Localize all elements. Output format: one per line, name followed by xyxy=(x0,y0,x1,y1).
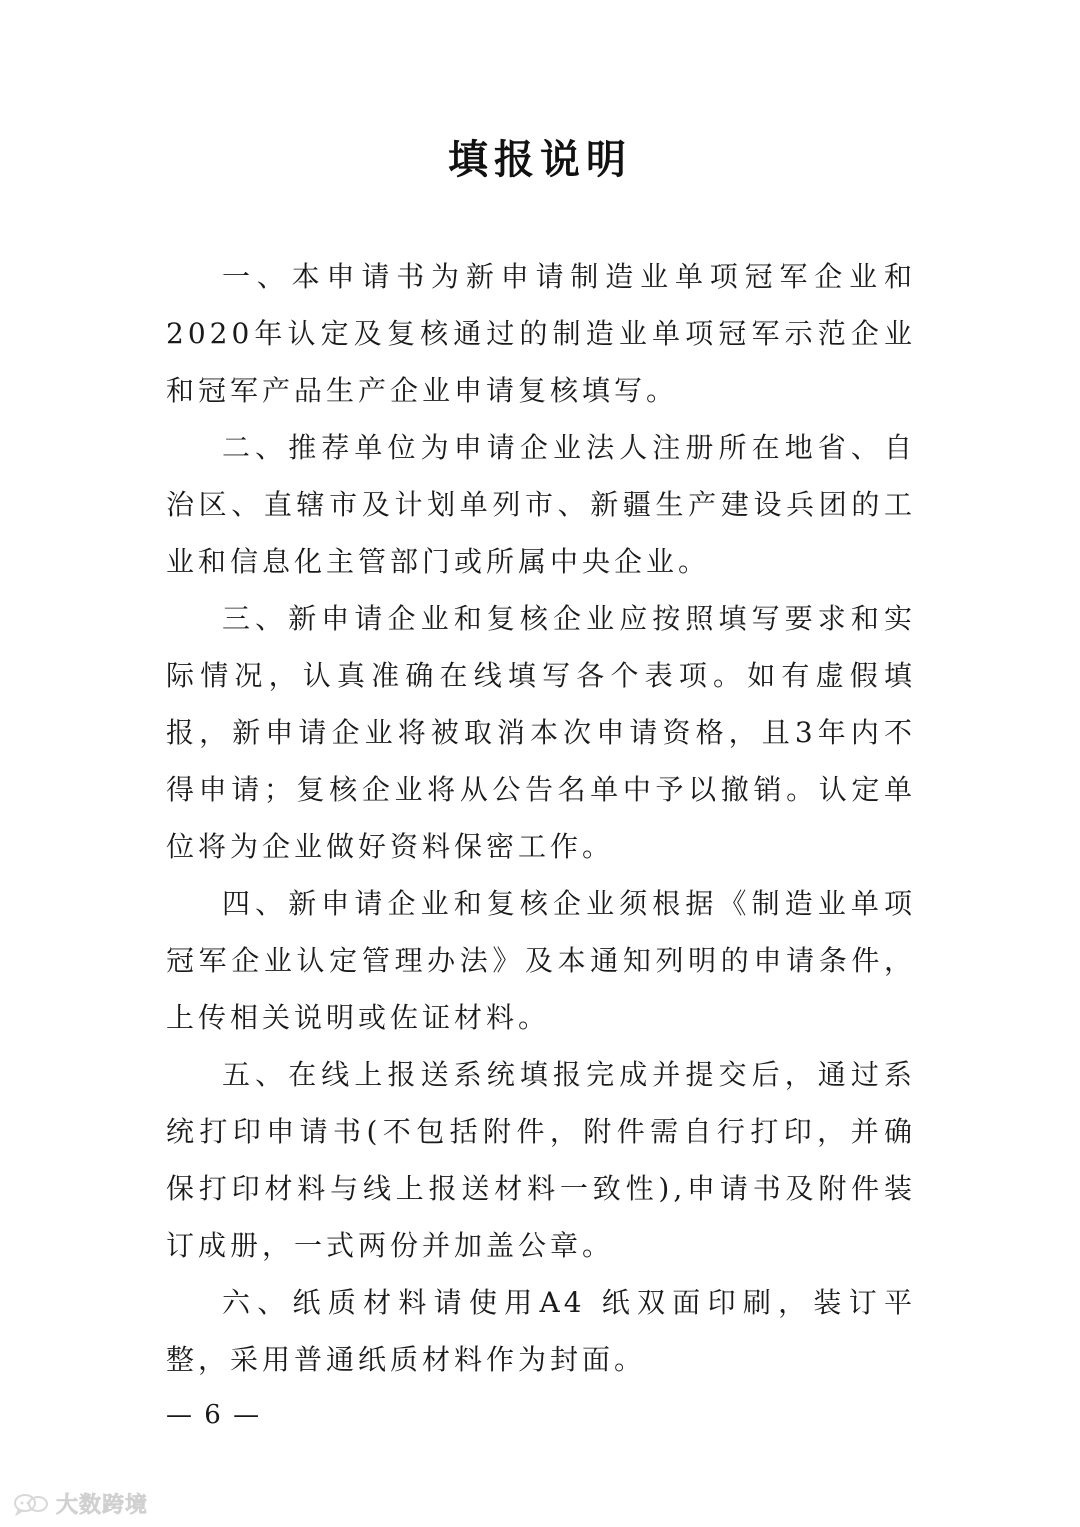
watermark-text: 大数跨境 xyxy=(56,1493,149,1518)
instruction-paragraph-3: 三、新申请企业和复核企业应按照填写要求和实际情况，认真准确在线填写各个表项。如有虚假填报，新申请企业将被取消本次申请资格，且3年内不得申请；复核企业将从公告名单中予以撤销。认定单位将为企业做好资料保密工作。 xyxy=(166,602,916,863)
instruction-paragraph-5: 五、在线上报送系统填报完成并提交后，通过系统打印申请书(不包括附件，附件需自行打印，并确保打印材料与线上报送材料一致性),申请书及附件装订成册，一式两份并加盖公章。 xyxy=(166,1058,916,1262)
page-number: — 6 — xyxy=(166,1400,262,1430)
instruction-paragraph-4: 四、新申请企业和复核企业须根据《制造业单项冠军企业认定管理办法》及本通知列明的申请条件，上传相关说明或佐证材料。 xyxy=(166,887,916,1034)
instruction-paragraph-6: 六、纸质材料请使用A4 纸双面印刷，装订平整，采用普通纸质材料作为封面。 xyxy=(166,1286,916,1376)
instruction-paragraph-1: 一、本申请书为新申请制造业单项冠军企业和2020年认定及复核通过的制造业单项冠军示范企业和冠军产品生产企业申请复核填写。 xyxy=(166,260,916,407)
watermark xyxy=(12,1488,148,1519)
document-body xyxy=(166,248,916,1388)
document-title: 填报说明 xyxy=(448,137,632,183)
chat-bubble-logo-icon xyxy=(12,1492,50,1516)
instruction-paragraph-2: 二、推荐单位为申请企业法人注册所在地省、自治区、直辖市及计划单列市、新疆生产建设兵团的工业和信息化主管部门或所属中央企业。 xyxy=(166,431,916,578)
